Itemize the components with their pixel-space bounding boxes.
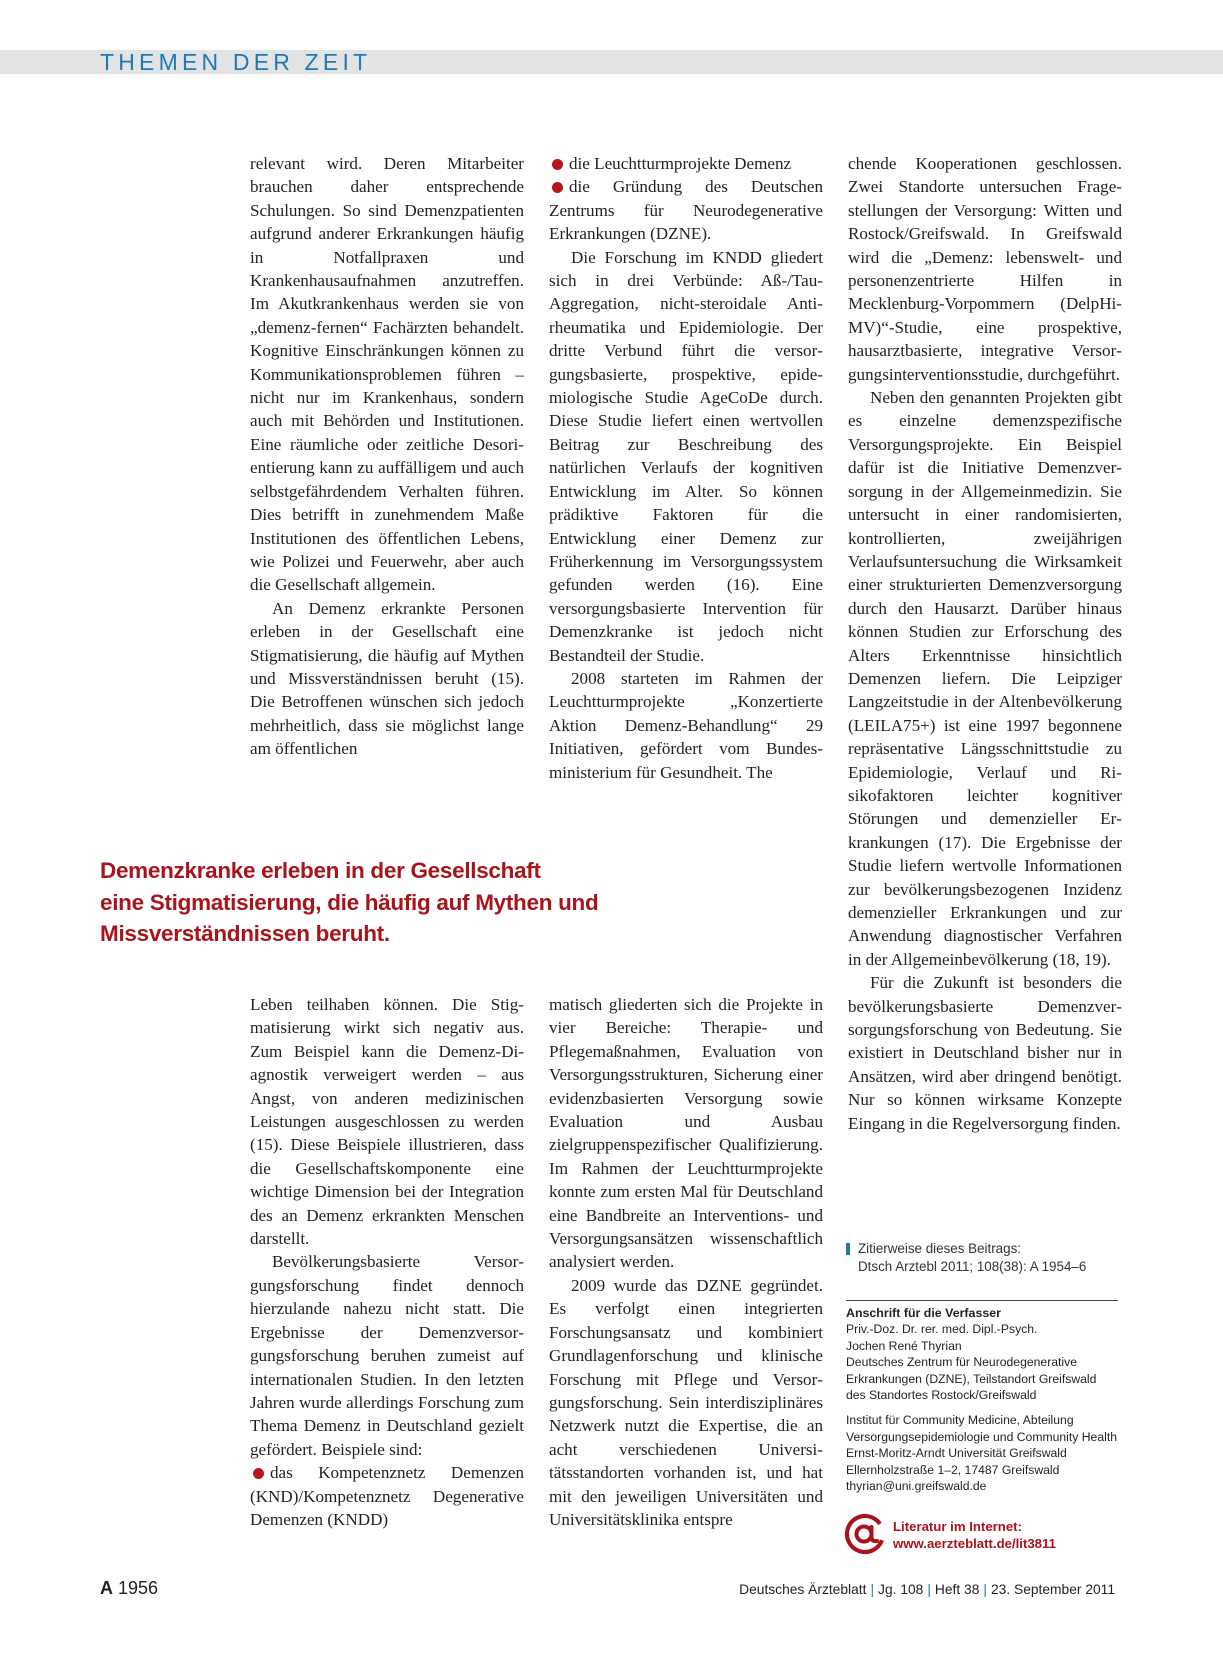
bullet-item	[250, 1461, 524, 1531]
bullet-dot-icon	[552, 159, 563, 170]
journal-issue: Heft 38	[934, 1582, 980, 1597]
separator: |	[927, 1582, 931, 1597]
pull-quote-line: Demenzkranke erleben in der Gesellschaft	[100, 858, 541, 883]
address-line: Priv.-Doz. Dr. rer. med. Dipl.-Psych.	[846, 1322, 1038, 1337]
column-1-top	[250, 152, 524, 761]
literature-label: Literatur im Internet:	[893, 1519, 1022, 1534]
pull-quote	[100, 855, 700, 950]
paragraph: Für die Zukunft ist besonders die bevölkerungsbasierte Demenzversorgungsforschung von Bedeutung. Sie existiert in Deutschland bisher nur in Ansätzen, wird aber dringend benötigt. Nur so können wirksame Konzepte Eingang in die Regelversorgung finden.	[848, 973, 1122, 1133]
paragraph: chende Kooperationen geschlossen. Zwei Standorte untersuchen Fragestellungen der Versorgung: Witten und Rostock/Greifswald. In Greifswald wird die „Demenz: lebenswelt- und personenzentrierte Hilfen in Mecklenburg-Vorpommern (DelpHi-MV)“-Studie, eine prospektive, hausarztbasierte, integrative Versorgungsinterventionsstudie, durchgeführt.	[848, 154, 1122, 384]
journal-volume: Jg. 108	[878, 1582, 924, 1597]
citation-reference: Dtsch Arztebl 2011; 108(38): A 1954–6	[858, 1259, 1087, 1274]
address-line: Jochen René Thyrian	[846, 1338, 962, 1353]
address-line: des Standortes Rostock/Greifswald	[846, 1388, 1037, 1403]
bullet-text: die Leuchtturmprojekte Demenz	[569, 154, 792, 173]
address-line: Ernst-Moritz-Arndt Universität Greifswald	[846, 1446, 1067, 1461]
bullet-dot-icon	[253, 1468, 264, 1479]
paragraph: Bevölkerungsbasierte Versorgungsforschung findet dennoch hierzulande nahezu nicht statt. Die Ergebnisse der Demenzversorgungsforschung beruhen zumeist auf internationalen Studien. In den letzten Jahren wurde allerdings Forschung zum Thema Demenz in Deutschland gezielt gefördert. Beispiele sind:	[250, 1252, 524, 1459]
page-number	[100, 1578, 158, 1599]
paragraph: 2009 wurde das DZNE gegründet. Es verfolgt einen integrierten Forschungsansatz und kombiniert Grundlagenforschung und klinische Forschung mit Pflege und Versorgungsforschung. Sein interdisziplinäres Netzwerk nutzt die Expertise, die an acht verschiedenen Universitätsstandorten vorhanden ist, und hat mit den jeweiligen Universitäten und Universitätsklinika entspre	[549, 1275, 823, 1529]
bullet-text: die Gründung des Deutschen Zentrums für Neurodegenerative Erkrankungen (DZNE).	[549, 177, 823, 244]
address-line: Ellernholzstraße 1–2, 17487 Greifswald	[846, 1462, 1060, 1477]
paragraph: relevant wird. Deren Mitarbeiter brauchen daher entsprechende Schulungen. So sind Demenzpatienten aufgrund anderer Erkrankungen häufig in Notfallpraxen und Krankenhausaufnahmen anzutreffen. Im Akutkrankenhaus werden sie von „demenz-fernen“ Fachärzten behandelt. Kognitive Einschränkungen können zu Kommunikationsproblemen führen – nicht nur im Krankenhaus, sondern auch mit Behörden und Institutionen. Eine räumliche oder zeitliche Desorientierung kann zu auffälligem und auch selbstgefährdendem Verhalten führen. Dies betrifft in zunehmendem Maße Institutionen des öffentlichen Lebens, wie Polizei und Feuerwehr, aber auch die Gesellschaft allgemein.	[250, 154, 524, 595]
paragraph: matisch gliederten sich die Projekte in vier Bereiche: Therapie- und Pflegemaßnahmen, Evaluation von Versorgungsstrukturen, Sicherung einer evidenzbasierten Versorgung sowie Evaluation und Ausbau zielgruppenspezifischer Qualifizierung. Im Rahmen der Leuchtturmprojekte konnte zum ersten Mal für Deutschland eine Bandbreite an Interventions- und Versorgungsansätzen wissenschaftlich analysiert werden.	[549, 995, 823, 1272]
pull-quote-line: eine Stigmatisierung, die häufig auf Mythen und	[100, 889, 599, 915]
paragraph: 2008 starteten im Rahmen der Leuchtturmprojekte „Konzertierte Aktion Demenz-Behandlung“ 29 Initiativen, gefördert vom Bundesministerium für Gesundheit. The	[549, 668, 823, 782]
separator: |	[870, 1582, 875, 1597]
column-2-top	[549, 152, 823, 784]
journal-date: 23. September 2011	[990, 1582, 1115, 1597]
section-title: THEMEN DER ZEIT	[100, 49, 372, 75]
address-line: Deutsches Zentrum für Neurodegenerative	[846, 1355, 1078, 1370]
column-2-bottom	[549, 993, 823, 1531]
literature-link[interactable]: www.aerzteblatt.de/lit3811	[893, 1536, 1056, 1551]
author-address	[846, 1300, 1118, 1494]
bullet-item	[549, 175, 823, 245]
citation-label: Zitierweise dieses Beitrags:	[858, 1241, 1021, 1256]
bullet-dot-icon	[552, 182, 563, 193]
address-line: Erkrankungen (DZNE), Teilstandort Greifswald	[846, 1371, 1097, 1386]
bullet-text: das Kompetenznetz Demenzen (KND)/Kompetenznetz Degenerative Demenzen (KNDD)	[250, 1463, 524, 1529]
at-sign-icon	[843, 1512, 887, 1556]
paragraph: Die Forschung im KNDD gliedert sich in drei Verbünde: Aß-/Tau-Aggregation, nicht-steroidale Antirheumatika und Epidemiologie. Der dritte Verbund führt die versorgungsbasierte, prospektive, epidemiologische Studie AgeCoDe durch. Diese Studie liefert einen wertvollen Beitrag zur Beschreibung des natürlichen Verlaufs der kognitiven Entwicklung im Alter. So können prädiktive Faktoren für die Entwicklung einer Demenz zur Früherkennung im Versorgungssystem gefunden werden (16). Eine versorgungsbasierte Intervention für Demenzkranke ist jedoch nicht Bestandteil der Studie.	[549, 247, 823, 665]
paragraph: Leben teilhaben können. Die Stigmatisierung wirkt sich negativ aus. Zum Beispiel kann die Demenz-Diagnostik verweigert werden – aus Angst, von anderen medizinischen Leistungen ausgeschlossen zu werden (15). Diese Beispiele illustrieren, dass die Gesellschaftskomponente eine wichtige Dimension bei der Integration des an Demenz erkrankten Menschen darstellt.	[250, 995, 524, 1249]
author-email: thyrian@uni.greifswald.de	[846, 1479, 987, 1494]
citation-box	[846, 1240, 1126, 1276]
page-prefix: A	[100, 1578, 113, 1598]
address-title: Anschrift für die Verfasser	[846, 1306, 1001, 1320]
column-3	[848, 152, 1122, 1135]
paragraph: An Demenz erkrankte Personen erleben in der Gesellschaft eine Stigmatisierung, die häufig auf Mythen und Missverständnissen beruht (15). Die Betroffenen wünschen sich jedoch mehrheitlich, dass sie möglichst lange am öffentlichen	[250, 598, 524, 759]
pull-quote-line: Missverständnissen beruht.	[100, 921, 390, 946]
paragraph: Neben den genannten Projekten gibt es einzelne demenzspezifische Versorgungsprojekte. Ein Beispiel dafür ist die Initiative Demenzversorgung in der Allgemeinmedizin. Sie untersucht in einer randomisierten, kontrollierten, zweijährigen Verlaufsuntersuchung die Wirksamkeit einer strukturierten Demenzversorgung durch den Hausarzt. Darüber hinaus können Studien zur Erforschung des Alters Erkenntnisse hinsichtlich Demenzen liefern. Die Leipziger Langzeitstudie in der Altenbevölkerung (LEILA75+) ist eine 1997 begonnene repräsentative Längsschnittstudie zu Epidemiologie, Verlauf und Risikofaktoren leichter kognitiver Störungen und demenzieller Erkrankungen (17). Die Ergebnisse der Studie liefern wertvolle Informationen zur bevölkerungsbezogenen Inzidenz demenzieller Erkrankungen und zur Anwendung diagnostischer Verfahren in der Allgemeinbevölkerung (18, 19).	[848, 388, 1122, 969]
page-number-value: 1956	[118, 1578, 159, 1598]
literature-box	[843, 1512, 1123, 1556]
address-line: Versorgungsepidemiologie und Community Health	[846, 1429, 1117, 1444]
journal-name: Deutsches Ärzteblatt	[739, 1582, 867, 1597]
citation-marker	[846, 1243, 850, 1255]
journal-info	[739, 1582, 1115, 1597]
address-line: Institut für Community Medicine, Abteilung	[846, 1413, 1074, 1428]
column-1-bottom	[250, 993, 524, 1531]
bullet-item	[549, 152, 823, 175]
separator: |	[983, 1582, 987, 1597]
